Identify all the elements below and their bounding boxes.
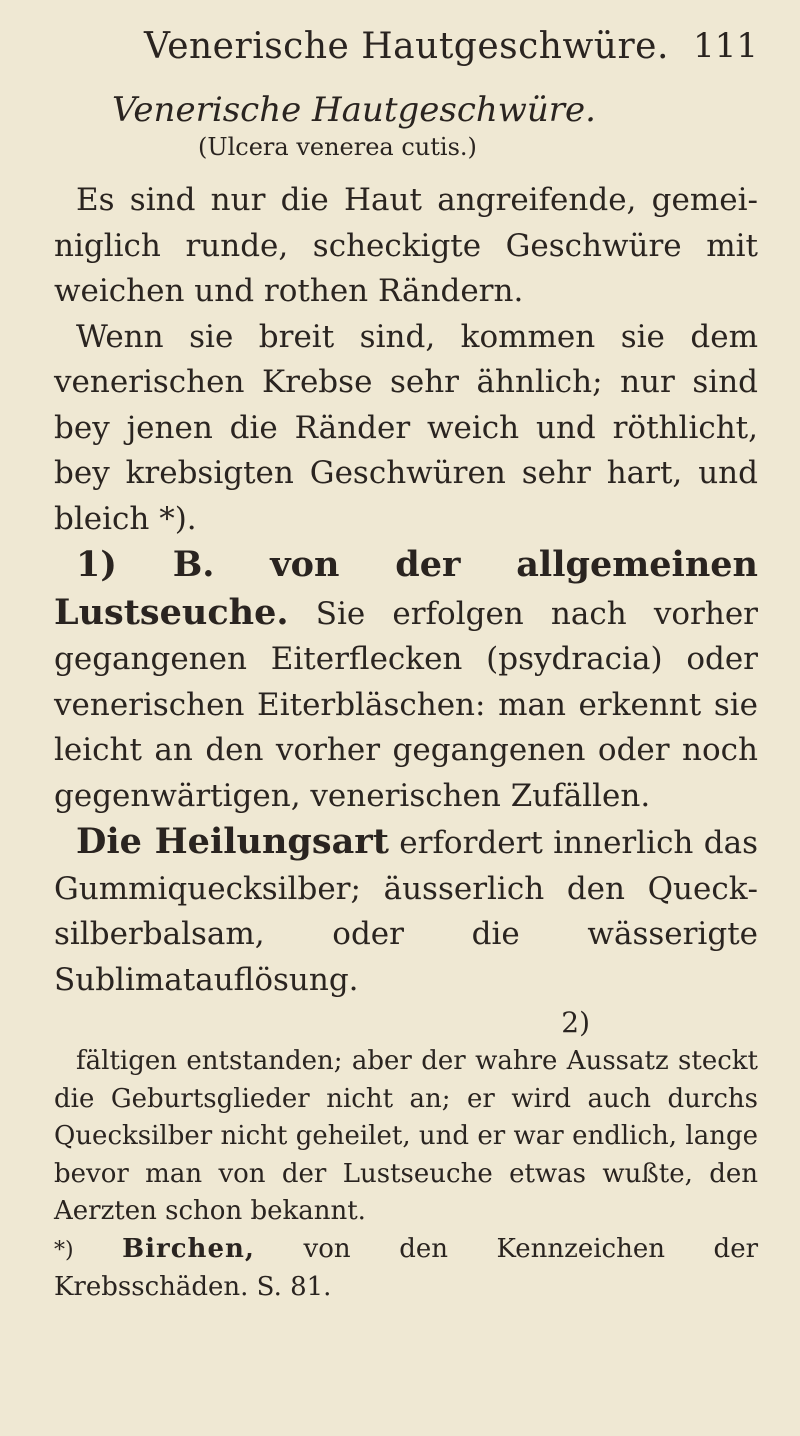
body-text [54,178,758,1003]
catchword: 2) [561,1006,590,1039]
section-title: Venerische Hautgeschwüre. [112,90,596,130]
footnote-source: von den Kennzeichen der Krebsschäden. S. 81. [54,1233,759,1302]
running-head [54,22,758,78]
subsection-heading: 1) B. von der allgemeinen Lustseuche. [54,544,758,633]
footnote-author: Birchen, [122,1233,255,1264]
subsection-text: Sie erfolgen nach vorher gegangenen Eiterflecken (psydracia) oder venerischen Eiterbläschen: man erkennt sie leicht an den vorher gegangenen oder noch gegenwärtigen, venerischen Zufällen. [54,595,758,814]
paragraph-treatment [54,819,758,1003]
paragraph-definition: Es sind nur die Haut angreifende, gemeiniglich runde, scheckigte Geschwüre mit weichen und rothen Rändern. [54,182,758,309]
footnote-citation [54,1231,758,1307]
paragraph-comparison: Wenn sie breit sind, kommen sie dem venerischen Krebse sehr ähnlich; nur sind bey jenen die Ränder weich und röthlicht, bey krebsigten Geschwüren sehr hart, und bleich *). [54,318,758,537]
section-subtitle: (Ulcera venerea cutis.) [198,133,477,161]
paragraph-section-b [54,542,758,819]
footnotes [54,1043,758,1307]
footnote-mark: *) [54,1237,74,1263]
treatment-text: erfordert innerlich das Gummiquecksilber; äusserlich den Quecksilberbalsam, oder die wässerigte Sublimatauflösung. [54,825,759,998]
page-number: 111 [693,26,758,66]
running-title: Venerische Hautgeschwüre. [144,26,669,67]
footnote-continuation: fältigen entstanden; aber der wahre Aussatz steckt die Geburtsglieder nicht an; er wird auch durchs Quecksilber nicht geheilet, und er war endlich, lange bevor man von der Lustseuche etwas wußte, den Aerzten schon bekannt. [54,1046,758,1226]
treatment-heading: Die Heilungsart [76,821,389,862]
